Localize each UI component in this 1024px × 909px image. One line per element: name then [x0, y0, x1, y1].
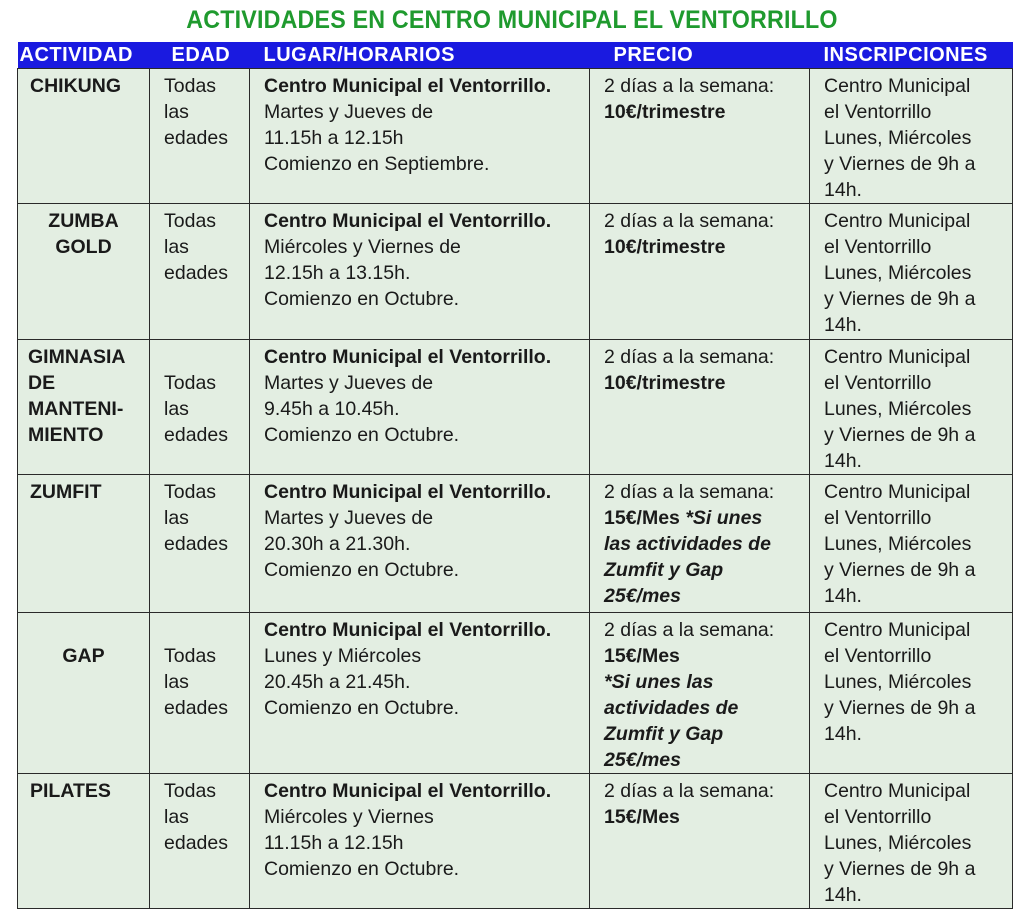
price-cell: [590, 774, 810, 909]
age-text: Todas: [164, 75, 217, 97]
age-cell: [150, 475, 250, 613]
schedule-text: 11.15h a 12.15h: [264, 832, 404, 854]
schedule-text: 20.45h a 21.45h.: [264, 671, 411, 693]
price-note: *Si unes: [685, 507, 763, 529]
activity-cell: [18, 69, 150, 204]
schedule-text: Miércoles y Viernes: [264, 806, 434, 828]
price-note: actividades de: [604, 697, 739, 719]
place-title: Centro Municipal el Ventorrillo.: [264, 75, 552, 97]
registration-text: Centro Municipal: [824, 780, 971, 802]
activity-cell: [18, 340, 150, 475]
place-title: Centro Municipal el Ventorrillo.: [264, 780, 552, 802]
price-cell: [590, 69, 810, 204]
price-cell: [590, 204, 810, 340]
schedule-text: Comienzo en Septiembre.: [264, 153, 490, 175]
registration-text: y Viernes de 9h a: [824, 424, 976, 446]
price-value: 15€/Mes: [604, 507, 680, 529]
price-cell: [590, 475, 810, 613]
registration-text: Centro Municipal: [824, 210, 971, 232]
activity-name: GAP: [62, 645, 105, 667]
registration-text: Lunes, Miércoles: [824, 832, 972, 854]
header-precio: PRECIO: [590, 42, 810, 69]
registration-cell: [810, 774, 1013, 909]
price-value: 10€/trimestre: [604, 101, 726, 123]
activity-cell: [18, 475, 150, 613]
registration-text: el Ventorrillo: [824, 236, 932, 258]
header-lugar: LUGAR/HORARIOS: [250, 42, 590, 69]
age-text: edades: [164, 533, 228, 555]
age-text: Todas: [164, 780, 217, 802]
activity-name: MIENTO: [28, 424, 104, 446]
activity-name: ZUMBA: [48, 210, 119, 232]
registration-text: 14h.: [824, 723, 862, 745]
registration-text: y Viernes de 9h a: [824, 288, 976, 310]
schedule-text: Lunes y Miércoles: [264, 645, 422, 667]
age-text: edades: [164, 832, 228, 854]
registration-text: y Viernes de 9h a: [824, 858, 976, 880]
age-text: las: [164, 398, 189, 420]
registration-cell: [810, 613, 1013, 774]
schedule-text: Comienzo en Octubre.: [264, 559, 460, 581]
schedule-text: Comienzo en Octubre.: [264, 288, 460, 310]
registration-text: Centro Municipal: [824, 481, 971, 503]
table-row: [18, 774, 1013, 909]
header-actividad: ACTIVIDAD: [18, 42, 150, 69]
registration-text: Lunes, Miércoles: [824, 533, 972, 555]
registration-text: 14h.: [824, 179, 862, 201]
schedule-text: Martes y Jueves de: [264, 101, 434, 123]
price-value: 10€/trimestre: [604, 372, 726, 394]
age-cell: [150, 774, 250, 909]
registration-cell: [810, 204, 1013, 340]
age-text: edades: [164, 697, 228, 719]
registration-text: Lunes, Miércoles: [824, 262, 972, 284]
registration-text: 14h.: [824, 314, 862, 336]
registration-text: y Viernes de 9h a: [824, 153, 976, 175]
registration-text: y Viernes de 9h a: [824, 697, 976, 719]
schedule-text: Comienzo en Octubre.: [264, 858, 460, 880]
price-intro: 2 días a la semana:: [604, 780, 775, 802]
price-note: las actividades de: [604, 533, 771, 555]
price-intro: 2 días a la semana:: [604, 619, 775, 641]
registration-text: el Ventorrillo: [824, 372, 932, 394]
schedule-text: Comienzo en Octubre.: [264, 697, 460, 719]
place-title: Centro Municipal el Ventorrillo.: [264, 619, 552, 641]
table-row: [18, 204, 1013, 340]
age-text: las: [164, 236, 189, 258]
age-cell: [150, 340, 250, 475]
registration-text: el Ventorrillo: [824, 806, 932, 828]
price-note: *Si unes las: [604, 671, 714, 693]
age-text: las: [164, 671, 189, 693]
schedule-text: 9.45h a 10.45h.: [264, 398, 400, 420]
schedule-text: Martes y Jueves de: [264, 507, 434, 529]
activity-name: MANTENI-: [28, 398, 124, 420]
age-cell: [150, 69, 250, 204]
table-row: [18, 340, 1013, 475]
place-cell: [250, 774, 590, 909]
place-title: Centro Municipal el Ventorrillo.: [264, 210, 552, 232]
price-value: 15€/Mes: [604, 645, 680, 667]
table-header-row: [18, 42, 1013, 69]
activity-name: ZUMFIT: [30, 481, 102, 503]
price-value: 15€/Mes: [604, 806, 680, 828]
registration-text: el Ventorrillo: [824, 101, 932, 123]
registration-text: 14h.: [824, 884, 862, 906]
price-note: Zumfit y Gap: [604, 723, 724, 745]
place-title: Centro Municipal el Ventorrillo.: [264, 346, 552, 368]
age-text: Todas: [164, 645, 217, 667]
schedule-text: 12.15h a 13.15h.: [264, 262, 411, 284]
table-row: [18, 613, 1013, 774]
place-cell: [250, 613, 590, 774]
price-intro: 2 días a la semana:: [604, 481, 775, 503]
activity-cell: [18, 613, 150, 774]
header-inscripciones: INSCRIPCIONES: [810, 42, 1013, 69]
age-text: las: [164, 101, 189, 123]
registration-text: 14h.: [824, 450, 862, 472]
place-cell: [250, 475, 590, 613]
price-note: 25€/mes: [604, 749, 681, 771]
age-text: edades: [164, 262, 228, 284]
registration-text: Centro Municipal: [824, 75, 971, 97]
activity-cell: [18, 204, 150, 340]
price-intro: 2 días a la semana:: [604, 346, 775, 368]
schedule-text: Comienzo en Octubre.: [264, 424, 460, 446]
schedule-text: Martes y Jueves de: [264, 372, 434, 394]
registration-cell: [810, 475, 1013, 613]
activity-name: GIMNASIA: [28, 346, 126, 368]
schedule-text: 11.15h a 12.15h: [264, 127, 404, 149]
registration-cell: [810, 340, 1013, 475]
price-intro: 2 días a la semana:: [604, 75, 775, 97]
registration-text: Centro Municipal: [824, 619, 971, 641]
age-text: Todas: [164, 481, 217, 503]
registration-text: el Ventorrillo: [824, 645, 932, 667]
age-text: las: [164, 507, 189, 529]
place-cell: [250, 340, 590, 475]
price-note: 25€/mes: [604, 585, 681, 607]
age-text: edades: [164, 127, 228, 149]
activity-name: GOLD: [55, 236, 112, 258]
activity-name: PILATES: [30, 780, 111, 802]
table-row: [18, 475, 1013, 613]
price-note: Zumfit y Gap: [604, 559, 724, 581]
age-cell: [150, 613, 250, 774]
registration-text: Lunes, Miércoles: [824, 127, 972, 149]
header-edad: EDAD: [150, 42, 250, 69]
activity-cell: [18, 774, 150, 909]
age-text: edades: [164, 424, 228, 446]
registration-cell: [810, 69, 1013, 204]
registration-text: 14h.: [824, 585, 862, 607]
activity-name: CHIKUNG: [30, 75, 121, 97]
place-cell: [250, 204, 590, 340]
place-title: Centro Municipal el Ventorrillo.: [264, 481, 552, 503]
page-title: ACTIVIDADES EN CENTRO MUNICIPAL EL VENTORRILLO: [186, 6, 838, 34]
activities-table: [17, 42, 1013, 909]
registration-text: Centro Municipal: [824, 346, 971, 368]
schedule-text: Miércoles y Viernes de: [264, 236, 461, 258]
price-intro: 2 días a la semana:: [604, 210, 775, 232]
age-text: las: [164, 806, 189, 828]
registration-text: Lunes, Miércoles: [824, 398, 972, 420]
registration-text: el Ventorrillo: [824, 507, 932, 529]
schedule-text: 20.30h a 21.30h.: [264, 533, 411, 555]
price-cell: [590, 340, 810, 475]
table-row: [18, 69, 1013, 204]
age-text: Todas: [164, 372, 217, 394]
registration-text: Lunes, Miércoles: [824, 671, 972, 693]
registration-text: y Viernes de 9h a: [824, 559, 976, 581]
age-text: Todas: [164, 210, 217, 232]
activity-name: DE: [28, 372, 56, 394]
place-cell: [250, 69, 590, 204]
price-cell: [590, 613, 810, 774]
price-value: 10€/trimestre: [604, 236, 726, 258]
age-cell: [150, 204, 250, 340]
